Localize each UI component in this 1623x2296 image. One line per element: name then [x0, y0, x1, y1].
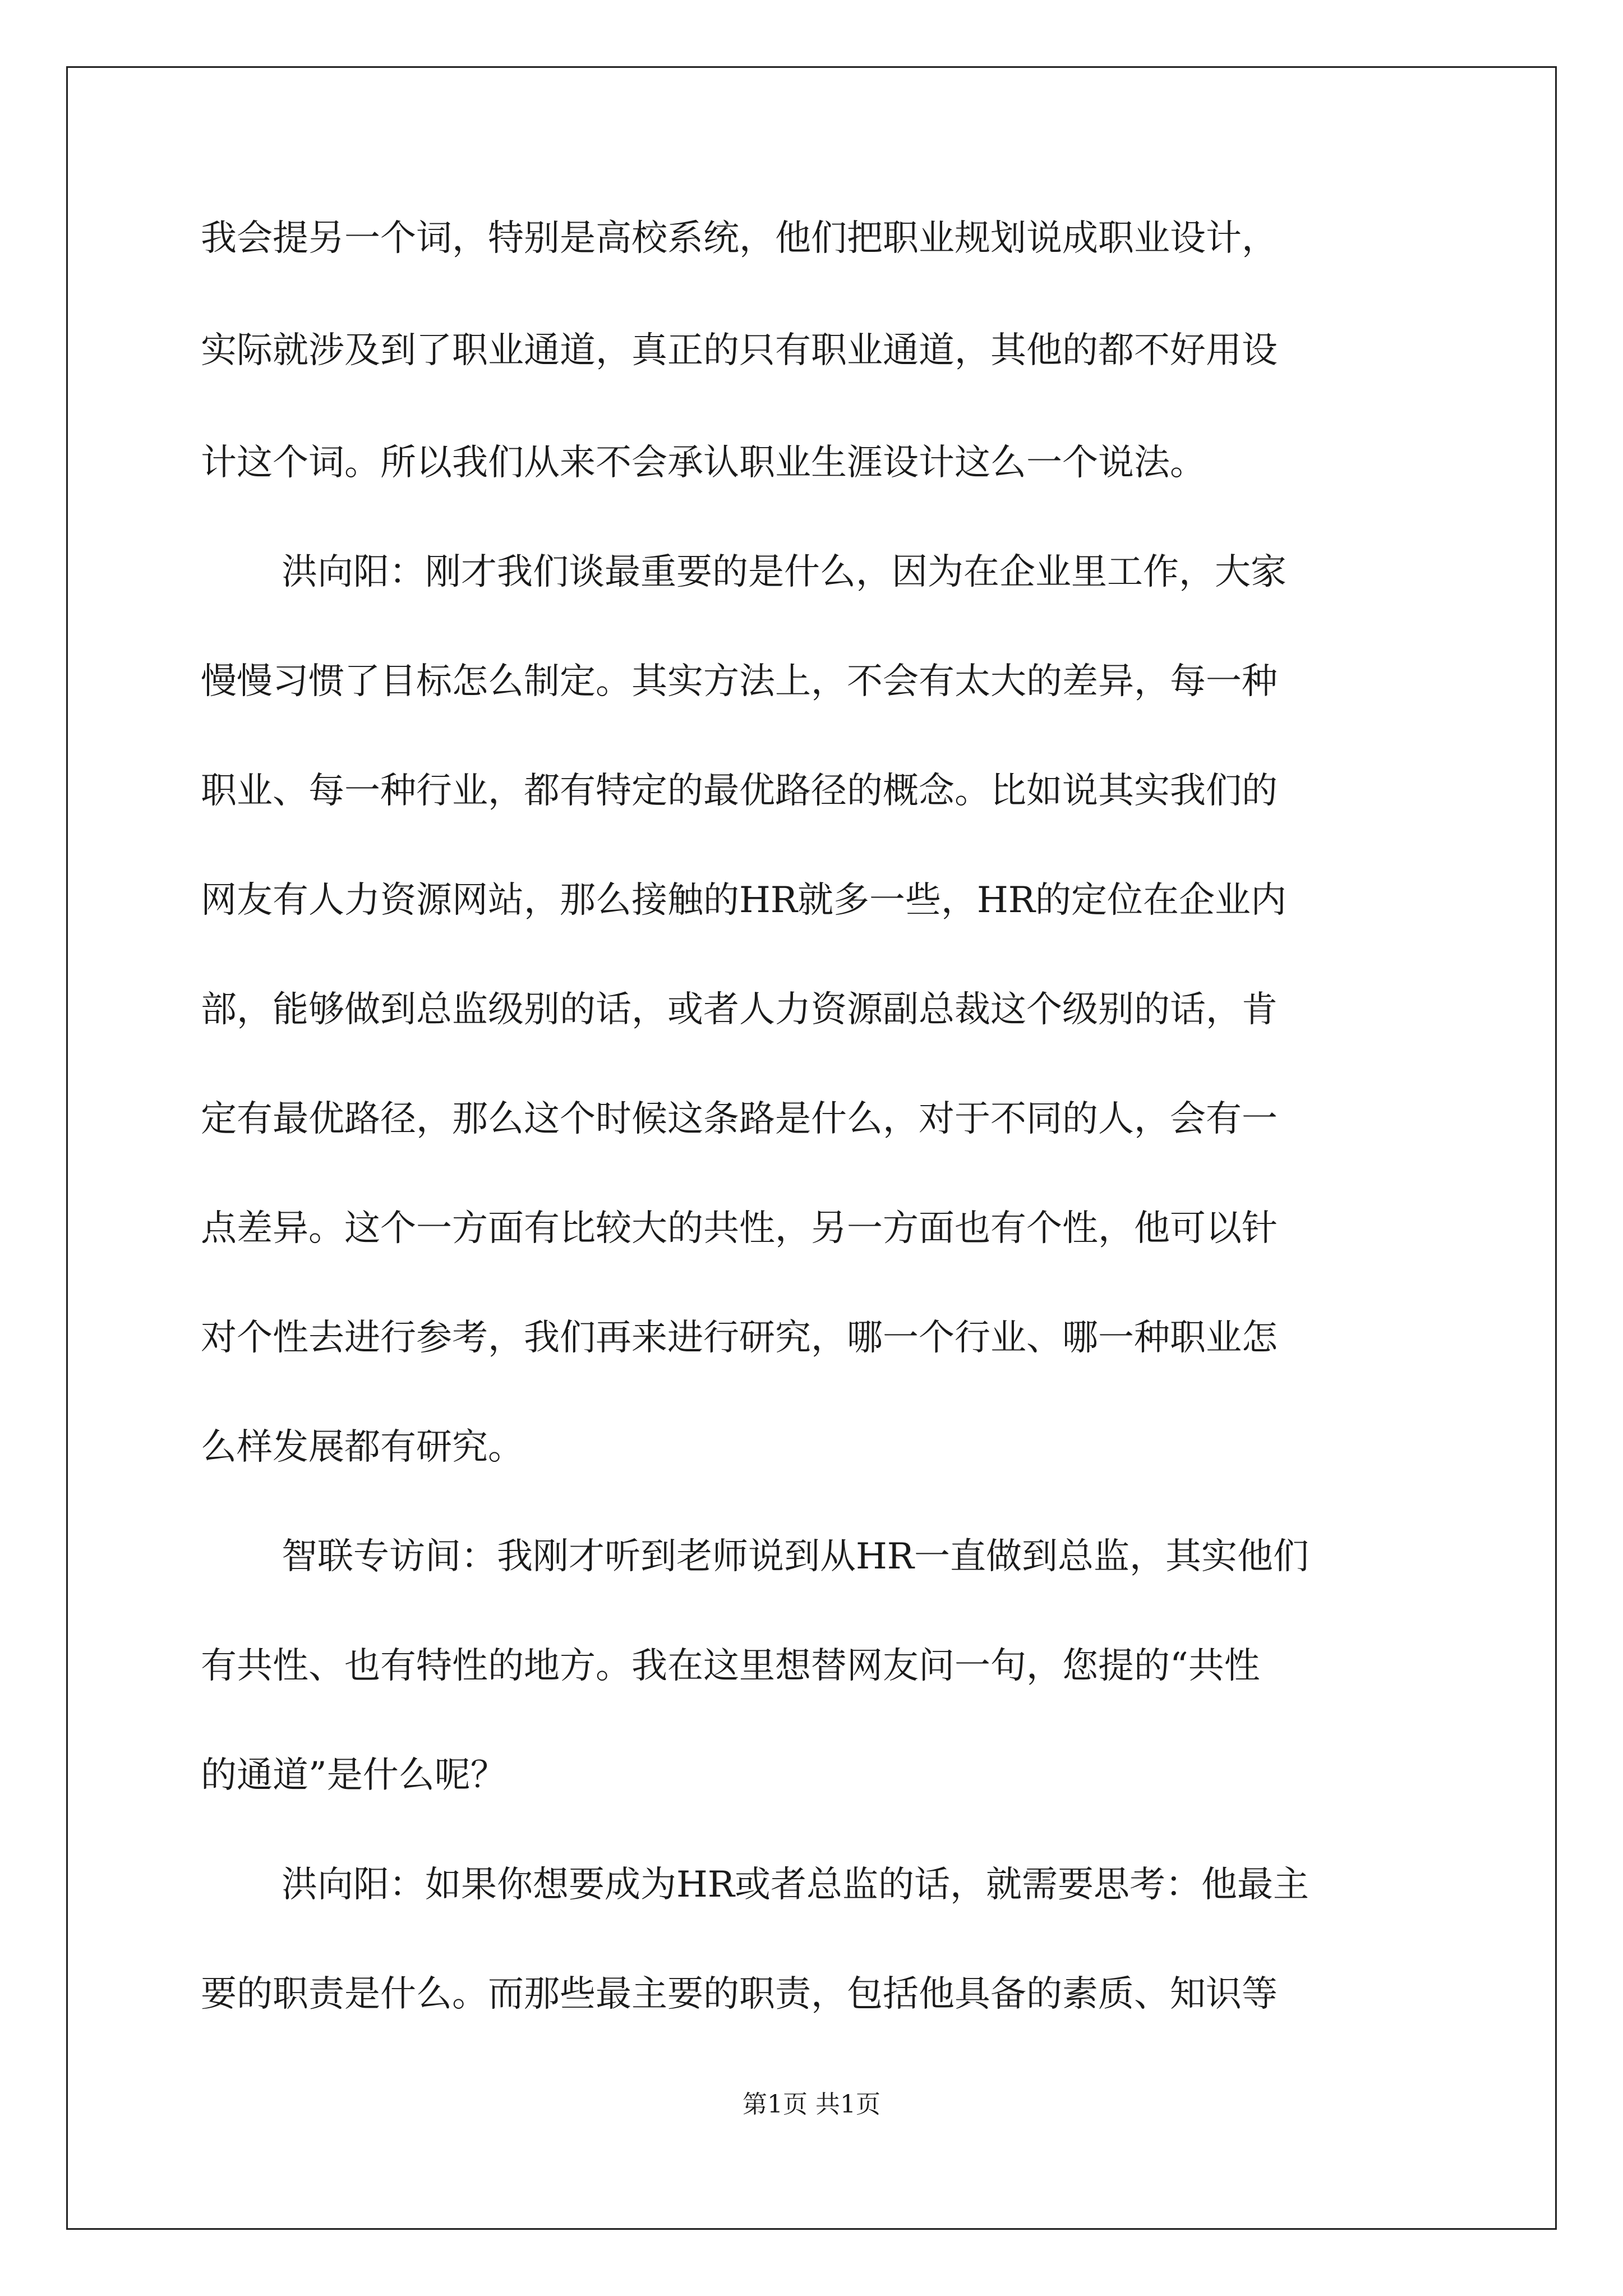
text-line: 有共性、也有特性的地方。我在这里想替网友问一句，您提的“共性 [201, 1645, 1260, 1687]
page-footer: 第1页 共1页 [743, 2090, 880, 2119]
text-line: 对个性去进行参考，我们再来进行研究，哪一个行业、哪一种职业怎 [201, 1317, 1278, 1359]
text-line: 定有最优路径，那么这个时候这条路是什么，对于不同的人，会有一 [201, 1098, 1278, 1140]
text-line: 计这个词。所以我们从来不会承认职业生涯设计这么一个说法。 [201, 442, 1206, 484]
text-line: 实际就涉及到了职业通道，真正的只有职业通道，其他的都不好用设 [201, 330, 1278, 371]
text-line: 网友有人力资源网站，那么接触的HR就多一些，HR的定位在企业内 [201, 880, 1287, 921]
text-line: 点差异。这个一方面有比较大的共性，另一方面也有个性，他可以针 [201, 1208, 1278, 1249]
text-line: 慢慢习惯了目标怎么制定。其实方法上，不会有太大的差异，每一种 [201, 661, 1278, 702]
text-line: 智联专访间：我刚才听到老师说到从HR一直做到总监，其实他们 [282, 1536, 1309, 1577]
text-line: 洪向阳：刚才我们谈最重要的是什么，因为在企业里工作，大家 [282, 551, 1287, 593]
text-line: 么样发展都有研究。 [201, 1427, 524, 1468]
text-line: 的通道”是什么呢？ [201, 1755, 506, 1796]
text-line: 要的职责是什么。而那些最主要的职责，包括他具备的素质、知识等 [201, 1973, 1278, 2015]
text-line: 部，能够做到总监级别的话，或者人力资源副总裁这个级别的话，肯 [201, 989, 1278, 1030]
text-line: 洪向阳：如果你想要成为HR或者总监的话，就需要思考：他最主 [282, 1864, 1309, 1906]
text-line: 我会提另一个词，特别是高校系统，他们把职业规划说成职业设计， [201, 218, 1278, 259]
text-line: 职业、每一种行业，都有特定的最优路径的概念。比如说其实我们的 [201, 770, 1278, 812]
